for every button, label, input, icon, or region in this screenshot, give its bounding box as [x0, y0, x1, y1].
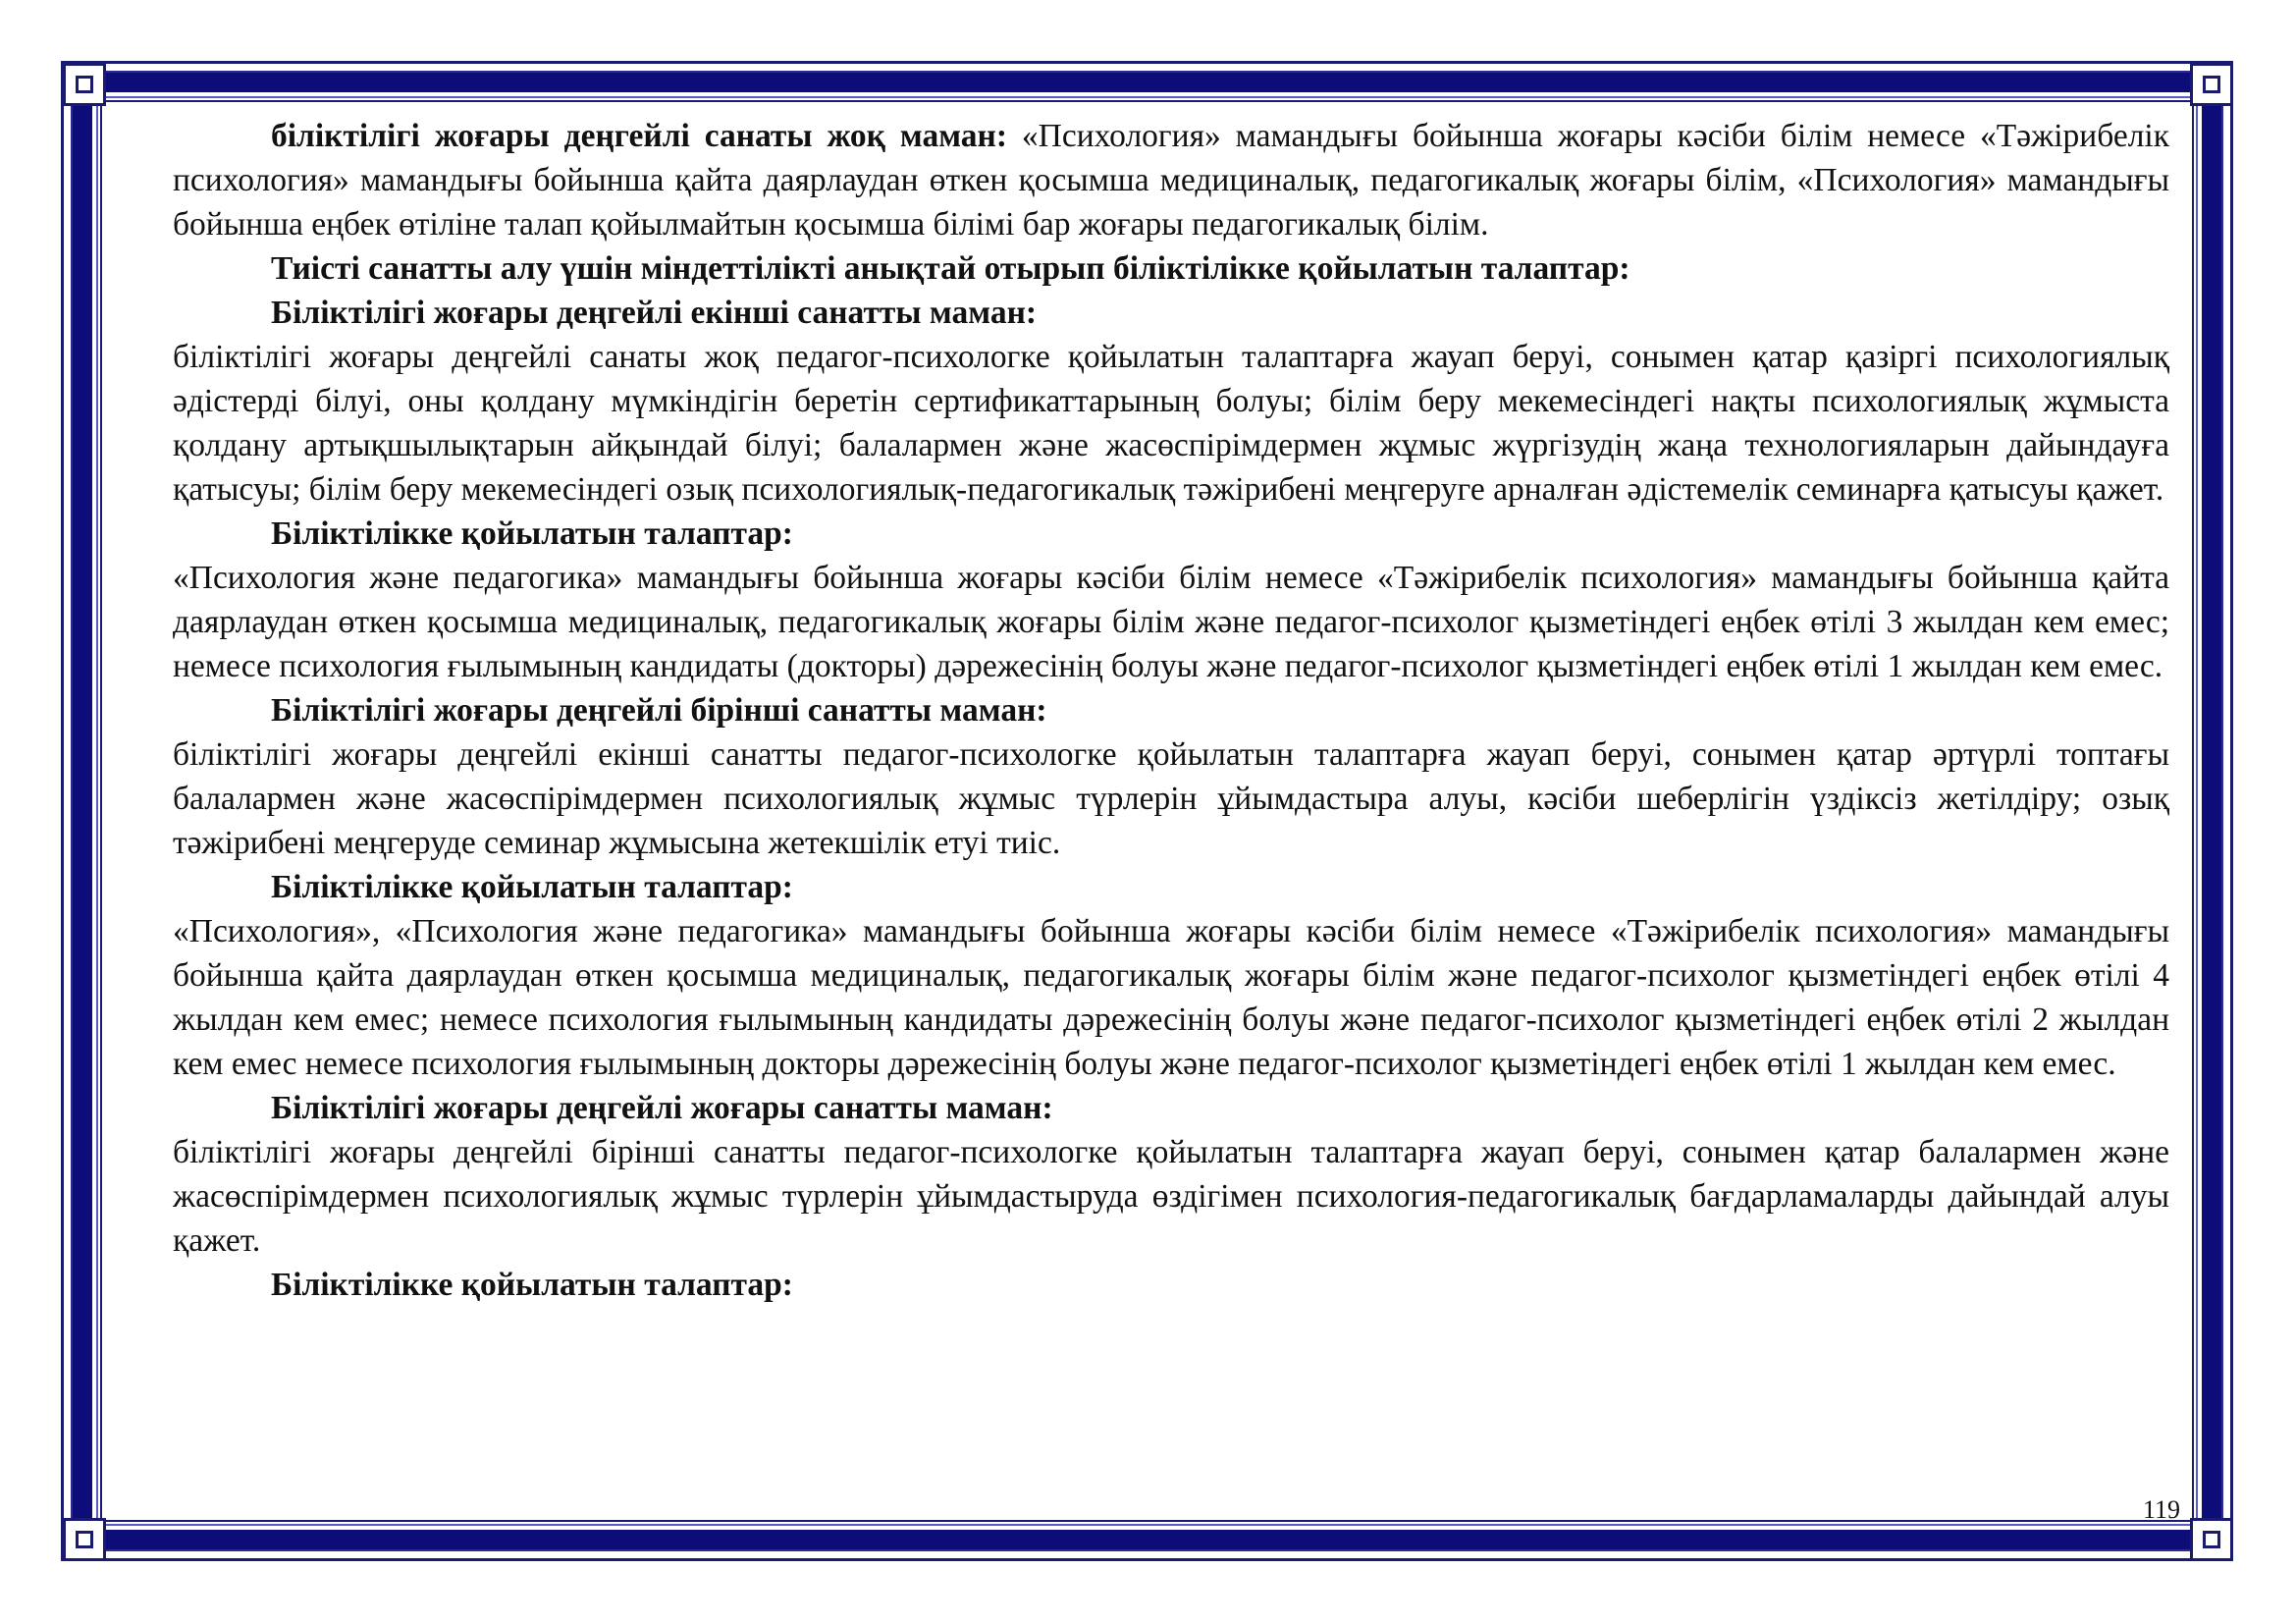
- section-heading: Біліктілікке қойылатын талаптар:: [271, 869, 793, 905]
- page-number: 119: [2142, 1495, 2180, 1524]
- paragraph-bold-lead: біліктілігі жоғары деңгейлі санаты жоқ маман:: [271, 118, 1008, 154]
- paragraph-body: біліктілігі жоғары деңгейлі санаты жоқ педагог-психологке қойылатын талаптарға жауап беруі, сонымен қатар қазіргі психологиялық әдістерді білуі, оны қолдану мүмкіндігін беретін сертификаттарының болуы; білім беру мекемесіндегі нақты психологиялық жұмыста қолдану артықшылықтарын айқындай білуі; балалармен және жасөспірімдермен жұмыс жүргізудің жаңа технологияларын дайындауға қатысуы; білім беру мекемесіндегі озық психологиялық-педагогикалық тәжірибені меңгеруге арналған әдістемелік семинарға қатысуы қажет.: [173, 339, 2169, 508]
- section-heading: Біліктілігі жоғары деңгейлі екінші санатты маман:: [271, 295, 1038, 331]
- section-heading: Біліктілікке қойылатын талаптар:: [271, 1267, 793, 1303]
- section-heading: Тиісті санатты алу үшін міндеттілікті анықтай отырып біліктілікке қойылатын талаптар:: [271, 250, 1630, 287]
- paragraph-body: біліктілігі жоғары деңгейлі бірінші санатты педагог-психологке қойылатын талаптарға жауап беруі, сонымен қатар балалармен және жасөспірімдермен психологиялық жұмыс түрлерін ұйымдастыруда өздігімен психология-педагогикалық бағдарламаларды дайындай алуы қажет.: [173, 1134, 2169, 1259]
- frame-corner-ornament: [2190, 63, 2233, 106]
- section-heading: Біліктілігі жоғары деңгейлі бірінші санатты маман:: [271, 692, 1047, 729]
- paragraph-body: «Психология», «Психология және педагогика» мамандығы бойынша жоғары кәсіби білім немесе «Тәжірибелік психология» мамандығы бойынша қайта даярлаудан өткен қосымша медициналық, педагогикалық жоғары білім және педагог-психолог қызметіндегі еңбек өтілі 4 жылдан кем емес; немесе психология ғылымының кандидаты дәрежесінің болуы және педагог-психолог қызметіндегі еңбек өтілі 2 жылдан кем емес немесе психология ғылымының докторы дәрежесінің болуы және педагог-психолог қызметіндегі еңбек өтілі 1 жылдан кем емес.: [173, 913, 2169, 1082]
- frame-corner-ornament: [2190, 1518, 2233, 1561]
- paragraph-lead: [173, 114, 2169, 246]
- paragraph-text: «Психология» мамандығы бойынша жоғары кәсіби білім немесе «Тәжірибелік психология» мамандығы бойынша қайта даярлаудан өткен қосымша медициналық, педагогикалық жоғары білім, «Психология» мамандығы бойынша еңбек өтіліне талап қойылмайтын қосымша білімі бар жоғары педагогикалық білім.: [173, 118, 2170, 243]
- frame-corner-ornament: [63, 1518, 106, 1561]
- frame-corner-ornament: [63, 63, 106, 106]
- section-heading: Біліктілігі жоғары деңгейлі жоғары санатты маман:: [271, 1090, 1053, 1126]
- section-heading: Біліктілікке қойылатын талаптар:: [271, 515, 793, 552]
- paragraph-body: біліктілігі жоғары деңгейлі екінші санатты педагог-психологке қойылатын талаптарға жауап беруі, сонымен қатар әртүрлі топтағы балалармен және жасөспірімдермен психологиялық жұмыс түрлерін ұйымдастыра алуы, кәсіби шеберлігін үздіксіз жетілдіру; озық тәжірибені меңгеруде семинар жұмысына жетекшілік етуі тиіс.: [173, 736, 2169, 861]
- document-body: [173, 114, 2169, 1307]
- paragraph-body: «Психология және педагогика» мамандығы бойынша жоғары кәсіби білім немесе «Тәжірибелік психология» мамандығы бойынша қайта даярлаудан өткен қосымша медициналық, педагогикалық жоғары білім және педагог-психолог қызметіндегі еңбек өтілі 3 жылдан кем емес; немесе психология ғылымының кандидаты (докторы) дәрежесінің болуы және педагог-психолог қызметіндегі еңбек өтілі 1 жылдан кем емес.: [173, 560, 2169, 684]
